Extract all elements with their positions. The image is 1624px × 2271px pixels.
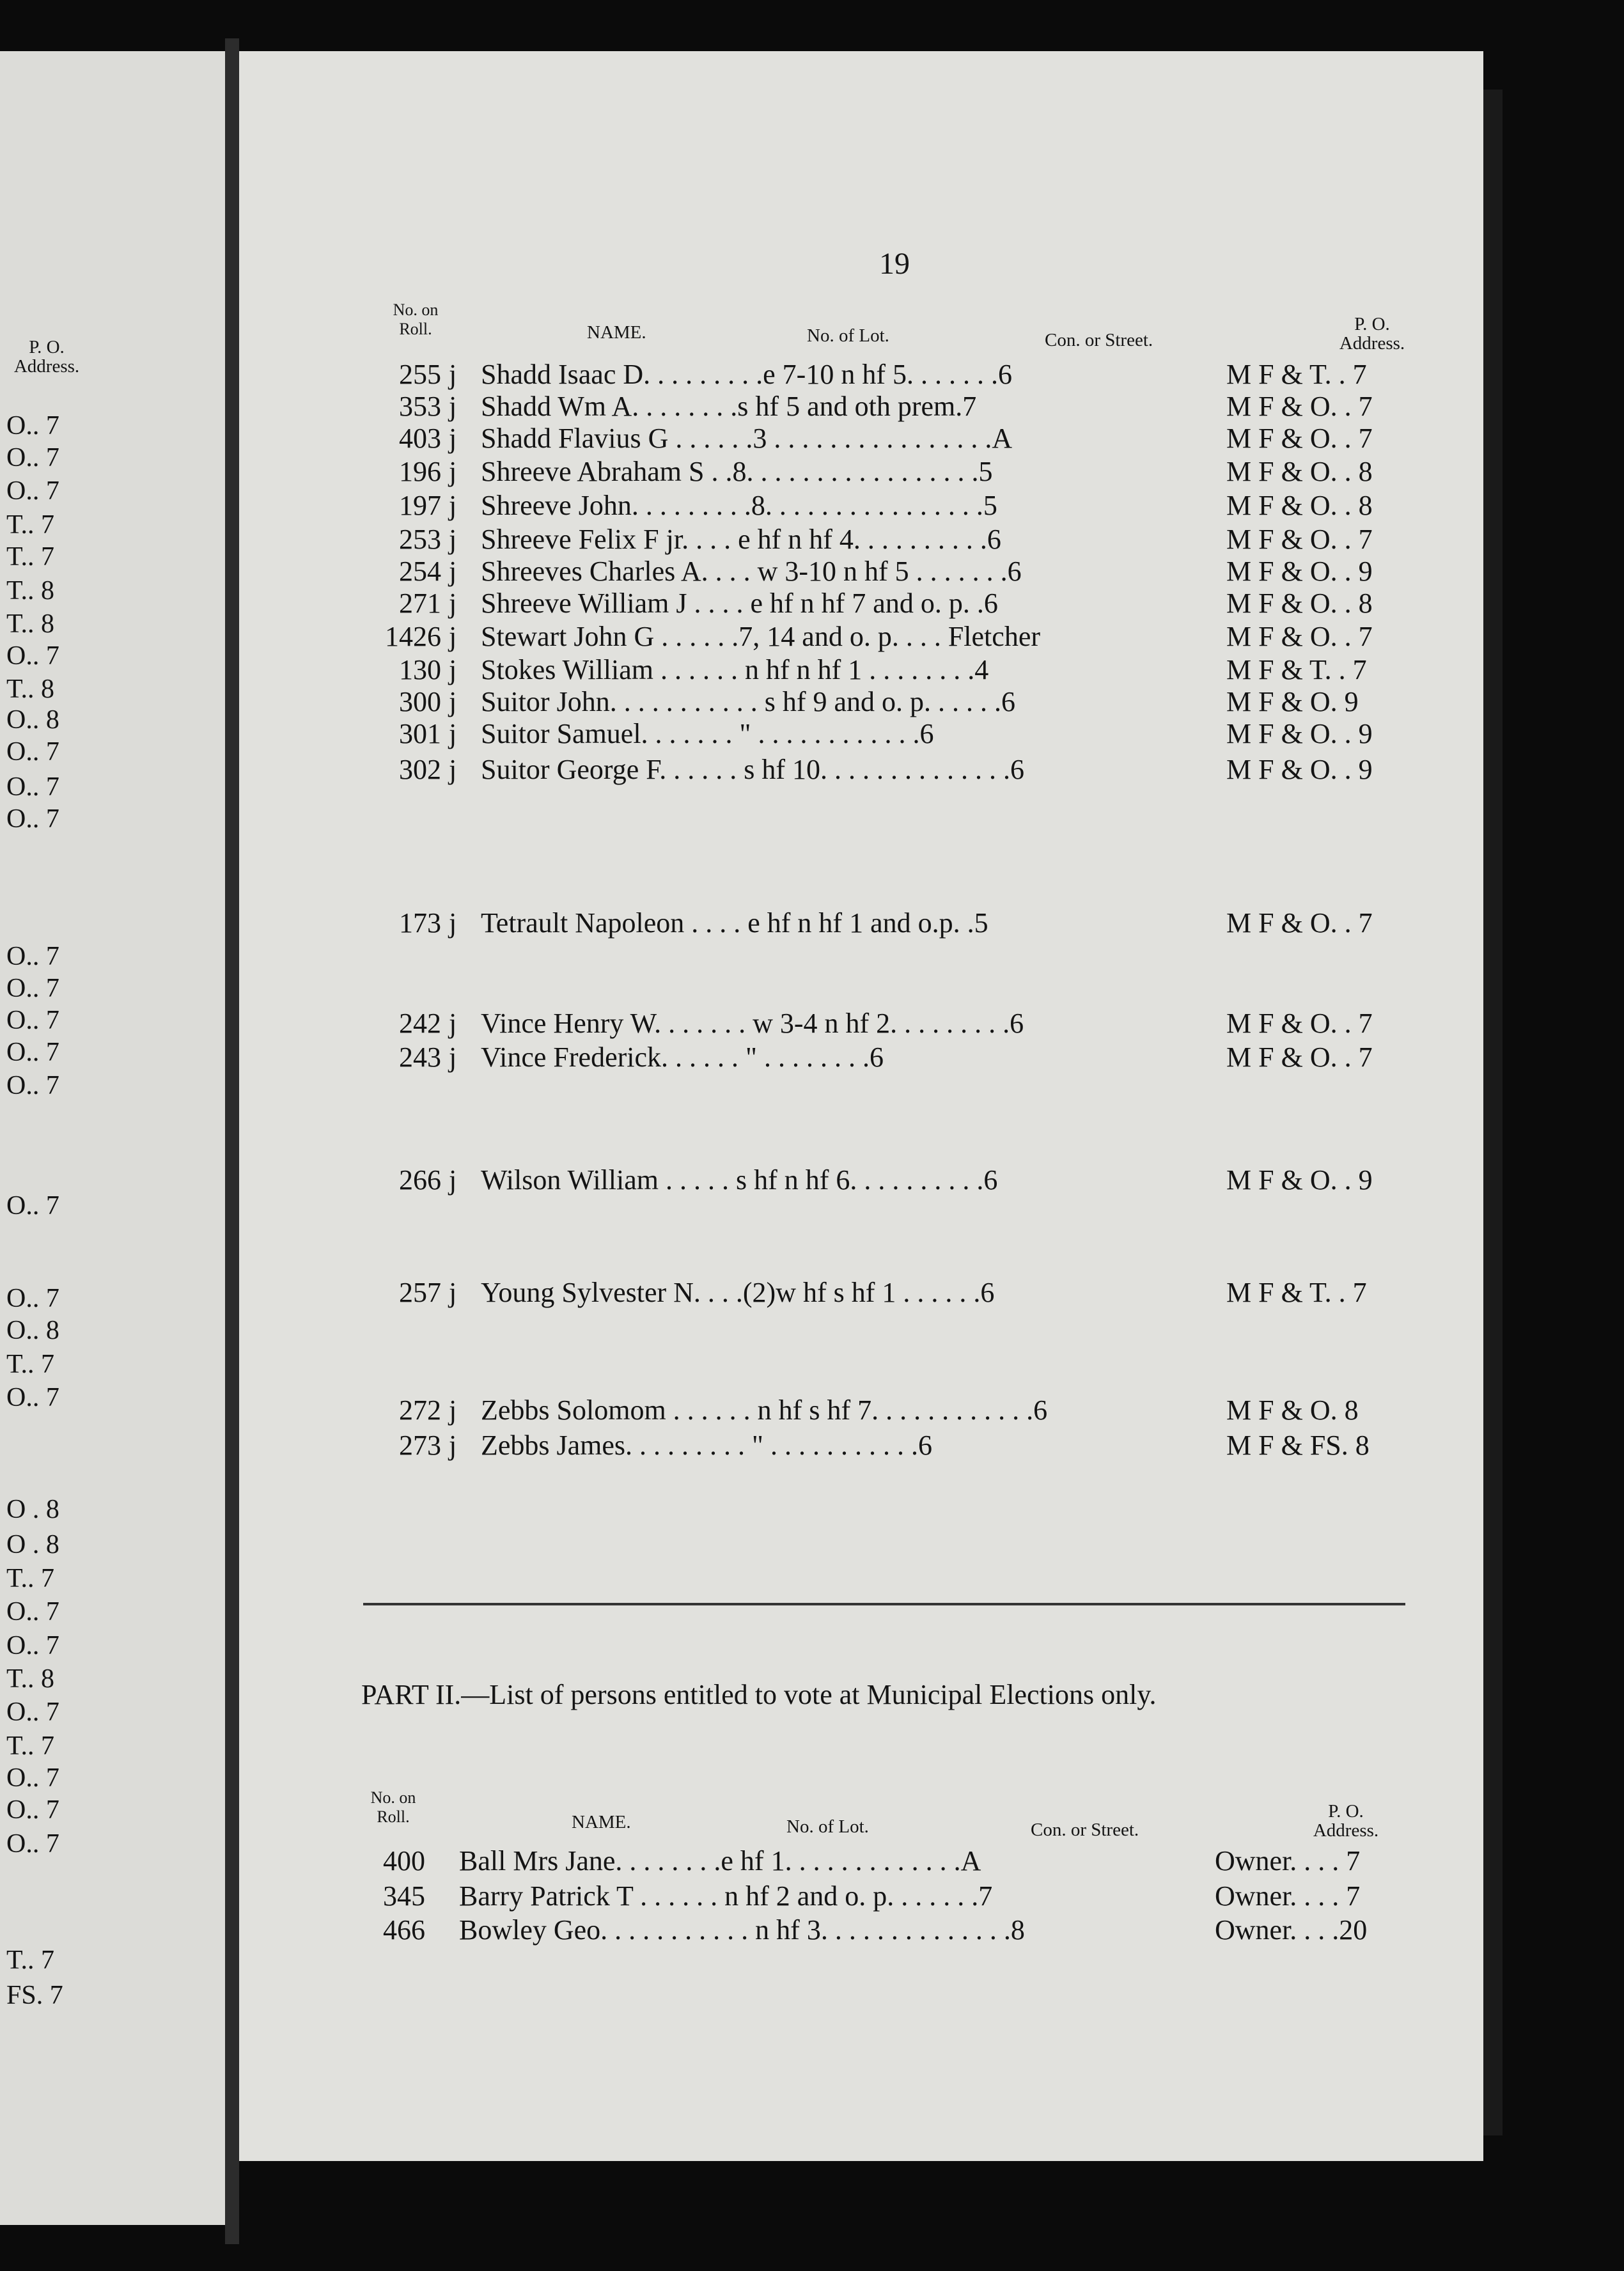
- roll-mark: j: [449, 1430, 457, 1461]
- entry-text: Shreeve Abraham S . .8. . . . . . . . . . . . . . . . .5: [481, 456, 993, 487]
- roll-number: 273: [399, 1430, 441, 1461]
- table-row: [0, 358, 1624, 391]
- left-address: O . 8: [6, 1530, 59, 1559]
- roll-number: 1426: [385, 621, 441, 652]
- left-address-row: [0, 1793, 225, 1827]
- roll-number: 301: [399, 718, 441, 749]
- entry-text: Barry Patrick T . . . . . . n hf 2 and o. p. . . . . . .7: [459, 1880, 993, 1912]
- left-address: O.. 7: [6, 737, 59, 767]
- left-address: T.. 8: [6, 576, 55, 605]
- roll-mark: j: [449, 359, 457, 390]
- po-address: Owner. . . .20: [1215, 1914, 1368, 1946]
- entry-text: Shadd Isaac D. . . . . . . . .e 7-10 n hf 5. . . . . . .6: [481, 359, 1012, 390]
- left-address: T.. 7: [6, 1350, 55, 1379]
- table-row: [0, 717, 1624, 751]
- po-address: Owner. . . . 7: [1215, 1845, 1361, 1877]
- left-address: O.. 7: [6, 1006, 59, 1035]
- po-address: M F & O. . 7: [1226, 621, 1373, 652]
- po-address: M F & FS. 8: [1226, 1430, 1370, 1461]
- left-address: O.. 7: [6, 641, 59, 671]
- roll-number: 403: [399, 423, 441, 454]
- left-address-row: [0, 1696, 225, 1729]
- left-address: T.. 7: [6, 542, 55, 572]
- table-row: [0, 390, 1624, 423]
- table-row: [0, 653, 1624, 687]
- entry-text: Vince Frederick. . . . . . " . . . . . . . .6: [481, 1042, 884, 1073]
- table-row: [0, 1276, 1624, 1309]
- po-address: M F & O. . 9: [1226, 754, 1373, 785]
- table-row: [0, 555, 1624, 588]
- po-address: M F & O. . 7: [1226, 1008, 1373, 1039]
- roll-number: 353: [399, 391, 441, 422]
- table-row: [0, 1164, 1624, 1197]
- left-address: FS. 7: [6, 1981, 63, 2010]
- left-address: O.. 7: [6, 1284, 59, 1313]
- po-address: M F & T. . 7: [1226, 654, 1367, 685]
- left-address: O.. 7: [6, 942, 59, 971]
- part2-title: PART II.—List of persons entitled to vote at Municipal Elections only.: [361, 1679, 1157, 1710]
- roll-mark: j: [449, 621, 457, 652]
- entry-text: Wilson William . . . . . s hf n hf 6. . . . . . . . . .6: [481, 1164, 998, 1196]
- entry-text: Tetrault Napoleon . . . . e hf n hf 1 and o.p. .5: [481, 907, 988, 939]
- col-header-con: Con. or Street.: [1045, 330, 1153, 350]
- entry-text: Suitor George F. . . . . . s hf 10. . . . . . . . . . . . . .6: [481, 754, 1024, 785]
- roll-mark: j: [449, 1394, 457, 1426]
- left-address-row: [0, 802, 225, 836]
- left-address: T.. 7: [6, 1946, 55, 1975]
- roll-mark: j: [449, 1042, 457, 1073]
- table-row: [0, 1007, 1624, 1040]
- po-address: M F & O. . 7: [1226, 1042, 1373, 1073]
- po-address: M F & O. 8: [1226, 1394, 1359, 1426]
- entry-text: Stewart John G . . . . . .7, 14 and o. p. . . . Fletcher: [481, 621, 1040, 652]
- roll-mark: j: [449, 456, 457, 487]
- roll-number: 196: [399, 456, 441, 487]
- left-address: O.. 7: [6, 1038, 59, 1067]
- roll-number: 243: [399, 1042, 441, 1073]
- left-address: O.. 7: [6, 411, 59, 441]
- left-address: T.. 7: [6, 1564, 55, 1593]
- section-rule: [363, 1603, 1405, 1605]
- left-address-row: [0, 1944, 225, 1977]
- entry-text: Shadd Wm A. . . . . . . .s hf 5 and oth prem.7: [481, 391, 977, 422]
- left-address: O.. 7: [6, 1071, 59, 1100]
- entry-text: Shreeve John. . . . . . . . .8. . . . . . . . . . . . . . . .5: [481, 490, 997, 521]
- part2-col-header-lot: No. of Lot.: [786, 1816, 869, 1837]
- entry-text: Young Sylvester N. . . .(2)w hf s hf 1 . . . . . .6: [481, 1277, 995, 1308]
- col-header-roll: No. on Roll.: [393, 300, 439, 338]
- entry-text: Suitor John. . . . . . . . . . . s hf 9 and o. p. . . . . .6: [481, 686, 1015, 717]
- entry-text: Suitor Samuel. . . . . . . " . . . . . . . . . . . .6: [481, 718, 934, 749]
- table-row: [0, 1880, 1624, 1913]
- roll-mark: j: [449, 718, 457, 749]
- po-address: M F & O. . 7: [1226, 391, 1373, 422]
- roll-number: 272: [399, 1394, 441, 1426]
- left-address-row: [0, 1729, 225, 1763]
- roll-mark: j: [449, 754, 457, 785]
- left-address: T.. 8: [6, 675, 55, 704]
- roll-mark: j: [449, 654, 457, 685]
- col-header-po: P. O. Address.: [1339, 314, 1405, 354]
- roll-number: 400: [383, 1845, 425, 1877]
- roll-mark: j: [449, 686, 457, 717]
- table-row: [0, 1914, 1624, 1947]
- part2-col-header-po: P. O. Address.: [1313, 1801, 1379, 1841]
- entry-text: Stokes William . . . . . . n hf n hf 1 . . . . . . . .4: [481, 654, 989, 685]
- entry-text: Bowley Geo. . . . . . . . . . . n hf 3. . . . . . . . . . . . . .8: [459, 1914, 1025, 1946]
- roll-mark: j: [449, 391, 457, 422]
- left-address: T.. 8: [6, 609, 55, 639]
- roll-mark: j: [449, 556, 457, 587]
- entry-text: Shreeves Charles A. . . . w 3-10 n hf 5 . . . . . . .6: [481, 556, 1022, 587]
- entry-text: Zebbs Solomom . . . . . . n hf s hf 7. . . . . . . . . . . .6: [481, 1394, 1048, 1426]
- po-address: M F & O. . 8: [1226, 588, 1373, 619]
- entry-text: Shreeve William J . . . . e hf n hf 7 and o. p. .6: [481, 588, 998, 619]
- roll-number: 130: [399, 654, 441, 685]
- left-address-row: [0, 1979, 225, 2012]
- left-address: O.. 7: [6, 1763, 59, 1793]
- left-address: O.. 7: [6, 1631, 59, 1660]
- table-row: [0, 1429, 1624, 1462]
- left-address-row: [0, 972, 225, 1005]
- left-address: O.. 7: [6, 804, 59, 834]
- roll-number: 253: [399, 524, 441, 555]
- left-address-row: [0, 1562, 225, 1595]
- left-address-row: [0, 1662, 225, 1696]
- left-address: O.. 7: [6, 1383, 59, 1412]
- entry-text: Vince Henry W. . . . . . . w 3-4 n hf 2. . . . . . . . .6: [481, 1008, 1024, 1039]
- table-row: [0, 753, 1624, 786]
- po-address: M F & O. . 7: [1226, 524, 1373, 555]
- left-address: O.. 8: [6, 1316, 59, 1345]
- left-address-row: [0, 1761, 225, 1795]
- entry-text: Shadd Flavius G . . . . . .3 . . . . . . . . . . . . . . . .A: [481, 423, 1013, 454]
- po-address: M F & O. . 7: [1226, 907, 1373, 939]
- left-address: O.. 7: [6, 443, 59, 472]
- left-address-row: [0, 1528, 225, 1561]
- po-address: M F & O. . 7: [1226, 423, 1373, 454]
- left-address-row: [0, 1493, 225, 1526]
- table-row: [0, 523, 1624, 556]
- left-address: O . 8: [6, 1495, 59, 1524]
- roll-number: 302: [399, 754, 441, 785]
- roll-number: 242: [399, 1008, 441, 1039]
- table-row: [0, 422, 1624, 455]
- table-row: [0, 1041, 1624, 1074]
- left-address-row: [0, 1314, 225, 1347]
- left-address: O.. 7: [6, 1795, 59, 1825]
- table-row: [0, 489, 1624, 522]
- po-address: M F & T. . 7: [1226, 1277, 1367, 1308]
- left-address: T.. 7: [6, 510, 55, 540]
- po-address: M F & O. . 8: [1226, 490, 1373, 521]
- roll-mark: j: [449, 1164, 457, 1196]
- entry-text: Ball Mrs Jane. . . . . . . .e hf 1. . . . . . . . . . . . .A: [459, 1845, 981, 1877]
- col-header-name: NAME.: [587, 322, 646, 343]
- left-address-row: [0, 1348, 225, 1381]
- left-address: O.. 7: [6, 1191, 59, 1221]
- left-address: T.. 8: [6, 1664, 55, 1694]
- page-number: 19: [879, 247, 910, 281]
- table-row: [0, 1845, 1624, 1878]
- roll-mark: j: [449, 524, 457, 555]
- po-address: M F & T. . 7: [1226, 359, 1367, 390]
- roll-mark: j: [449, 1008, 457, 1039]
- roll-mark: j: [449, 588, 457, 619]
- roll-number: 197: [399, 490, 441, 521]
- left-address-row: [0, 940, 225, 973]
- roll-mark: j: [449, 907, 457, 939]
- left-address-row: [0, 1629, 225, 1662]
- po-address: M F & O. . 8: [1226, 456, 1373, 487]
- po-address: Owner. . . . 7: [1215, 1880, 1361, 1912]
- left-address: O.. 8: [6, 705, 59, 735]
- left-page-po-header: P. O. Address.: [13, 337, 80, 377]
- roll-number: 345: [383, 1880, 425, 1912]
- part2-col-header-name: NAME.: [572, 1812, 631, 1832]
- entry-text: Zebbs James. . . . . . . . . " . . . . . . . . . . .6: [481, 1430, 933, 1461]
- roll-mark: j: [449, 490, 457, 521]
- col-header-lot: No. of Lot.: [807, 325, 889, 346]
- left-address: O.. 7: [6, 974, 59, 1003]
- roll-mark: j: [449, 1277, 457, 1308]
- roll-number: 466: [383, 1914, 425, 1946]
- roll-number: 257: [399, 1277, 441, 1308]
- table-row: [0, 587, 1624, 620]
- po-address: M F & O. . 9: [1226, 556, 1373, 587]
- roll-number: 300: [399, 686, 441, 717]
- table-row: [0, 620, 1624, 653]
- roll-number: 266: [399, 1164, 441, 1196]
- table-row: [0, 907, 1624, 940]
- table-row: [0, 1394, 1624, 1427]
- left-address: O.. 7: [6, 1697, 59, 1727]
- roll-number: 271: [399, 588, 441, 619]
- po-address: M F & O. . 9: [1226, 718, 1373, 749]
- table-row: [0, 685, 1624, 719]
- entry-text: Shreeve Felix F jr. . . . e hf n hf 4. . . . . . . . . .6: [481, 524, 1001, 555]
- part2-col-header-con: Con. or Street.: [1031, 1820, 1139, 1840]
- roll-number: 173: [399, 907, 441, 939]
- left-address: O.. 7: [6, 772, 59, 802]
- roll-number: 254: [399, 556, 441, 587]
- part2-col-header-roll: No. on Roll.: [370, 1788, 416, 1826]
- roll-mark: j: [449, 423, 457, 454]
- left-address-row: [0, 1595, 225, 1628]
- left-address: O.. 7: [6, 1829, 59, 1859]
- roll-number: 255: [399, 359, 441, 390]
- po-address: M F & O. . 9: [1226, 1164, 1373, 1196]
- left-address: T.. 7: [6, 1731, 55, 1761]
- left-address: O.. 7: [6, 476, 59, 506]
- left-address: O.. 7: [6, 1597, 59, 1627]
- table-row: [0, 455, 1624, 488]
- po-address: M F & O. 9: [1226, 686, 1359, 717]
